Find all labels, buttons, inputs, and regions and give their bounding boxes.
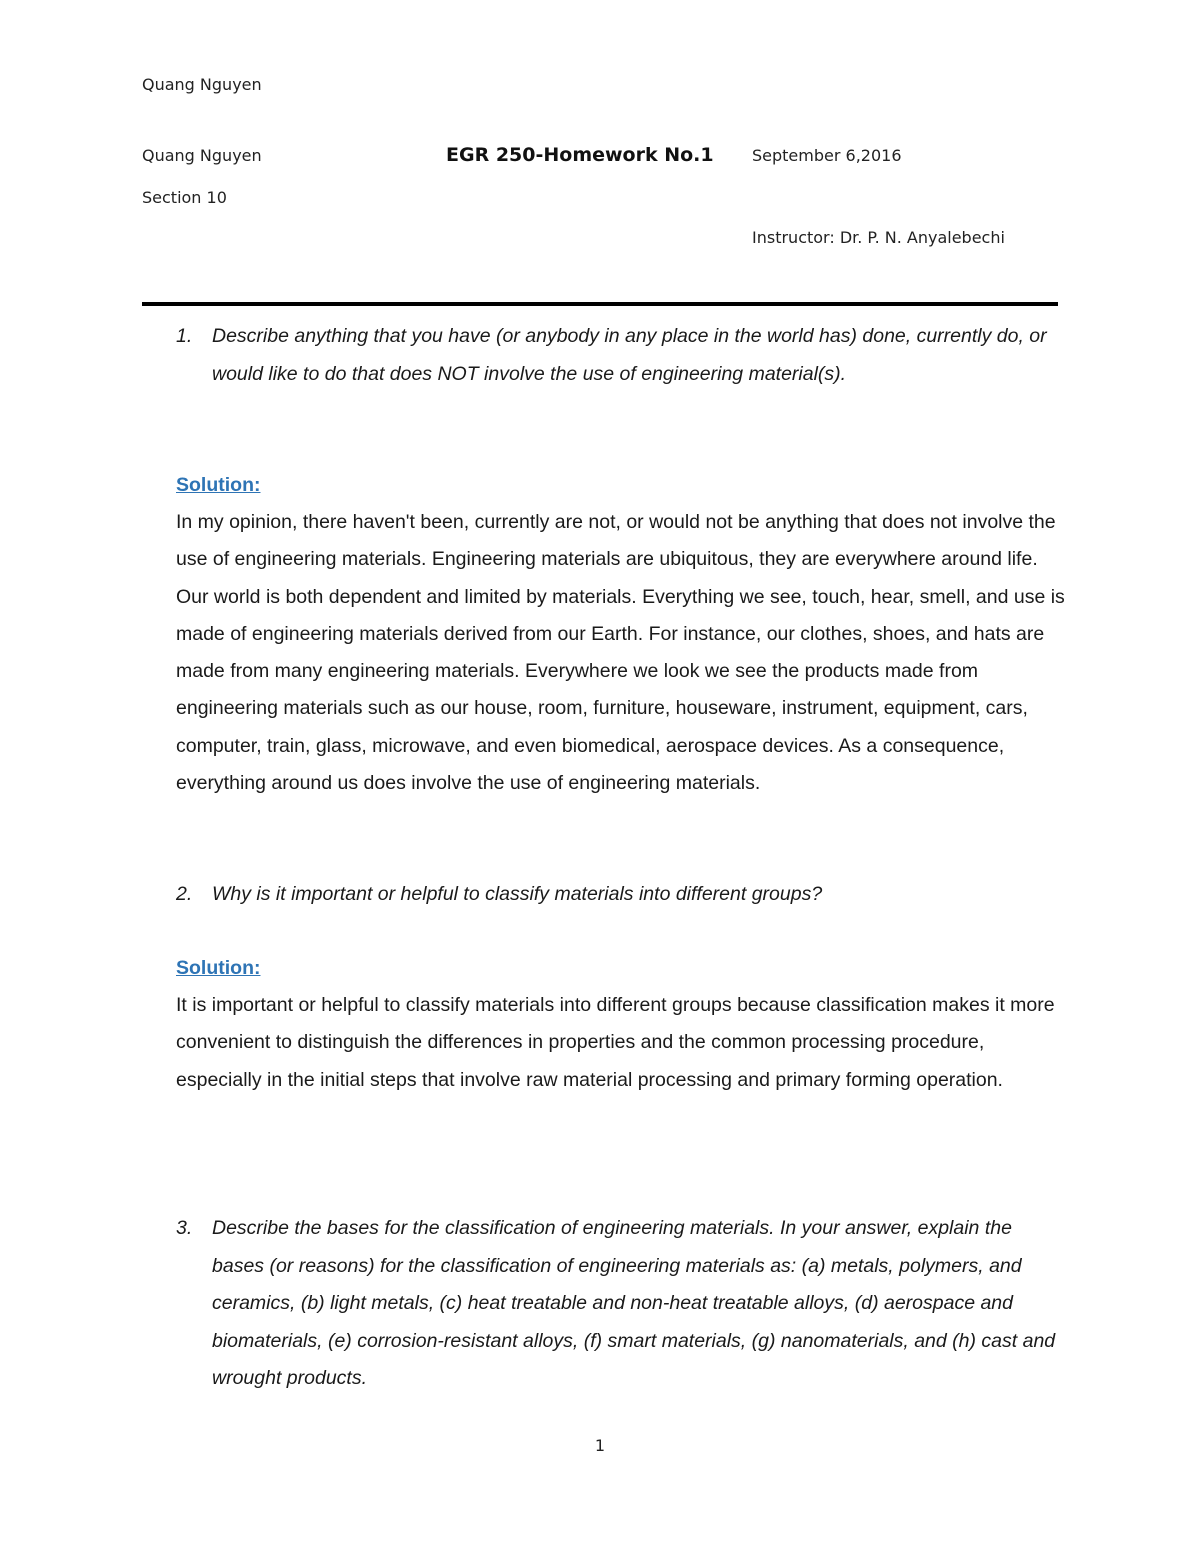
- document-title: EGR 250-Homework No.1: [446, 144, 714, 166]
- instructor-label: Instructor: Dr. P. N. Anyalebechi: [752, 228, 1005, 247]
- question-text: Why is it important or helpful to classify materials into different groups?: [212, 883, 823, 905]
- question-2: [176, 876, 1066, 914]
- question-text: Describe anything that you have (or anybody in any place in the world has) done, currently do, or would like to do that does NOT involve the use of engineering material(s).: [212, 325, 1047, 385]
- answer-1: In my opinion, there haven't been, currently are not, or would not be anything that does not involve the use of engineering materials. Engineering materials are ubiquitous, they are everywhere around life. Our world is both dependent and limited by materials. Everything we see, touch, hear, smell, and use is made of engineering materials derived from our Earth. For instance, our clothes, shoes, and hats are made from many engineering materials. Everywhere we look we see the products made from engineering materials such as our house, room, furniture, houseware, instrument, equipment, cars, computer, train, glass, microwave, and even biomedical, aerospace devices. As a consequence, everything around us does involve the use of engineering materials.: [176, 511, 1065, 795]
- question-number: 3.: [176, 1217, 193, 1239]
- solution-label-2: Solution:: [176, 957, 261, 979]
- question-1: [176, 318, 1066, 393]
- page-number: 1: [594, 1436, 606, 1455]
- section-label: Section 10: [142, 188, 227, 207]
- question-number: 2.: [176, 883, 193, 905]
- document-date: September 6,2016: [752, 146, 902, 165]
- answer-2: It is important or helpful to classify materials into different groups because classification makes it more convenient to distinguish the differences in properties and the common processing procedure, especially in the initial steps that involve raw material processing and primary forming operation.: [176, 994, 1055, 1091]
- author-name: Quang Nguyen: [142, 146, 262, 165]
- running-header: Quang Nguyen: [142, 75, 262, 94]
- header-divider: [142, 302, 1058, 306]
- question-text: Describe the bases for the classification of engineering materials. In your answer, explain the bases (or reasons) for the classification of engineering materials as: (a) metals, polymers, and ceramics, (b) light metals, (c) heat treatable and non-heat treatable alloys, (d) aerospace and biomaterials, (e) corrosion-resistant alloys, (f) smart materials, (g) nanomaterials, and (h) cast and wrought products.: [212, 1217, 1056, 1389]
- solution-label-1: Solution:: [176, 474, 261, 496]
- question-3: [176, 1210, 1066, 1398]
- question-number: 1.: [176, 325, 193, 347]
